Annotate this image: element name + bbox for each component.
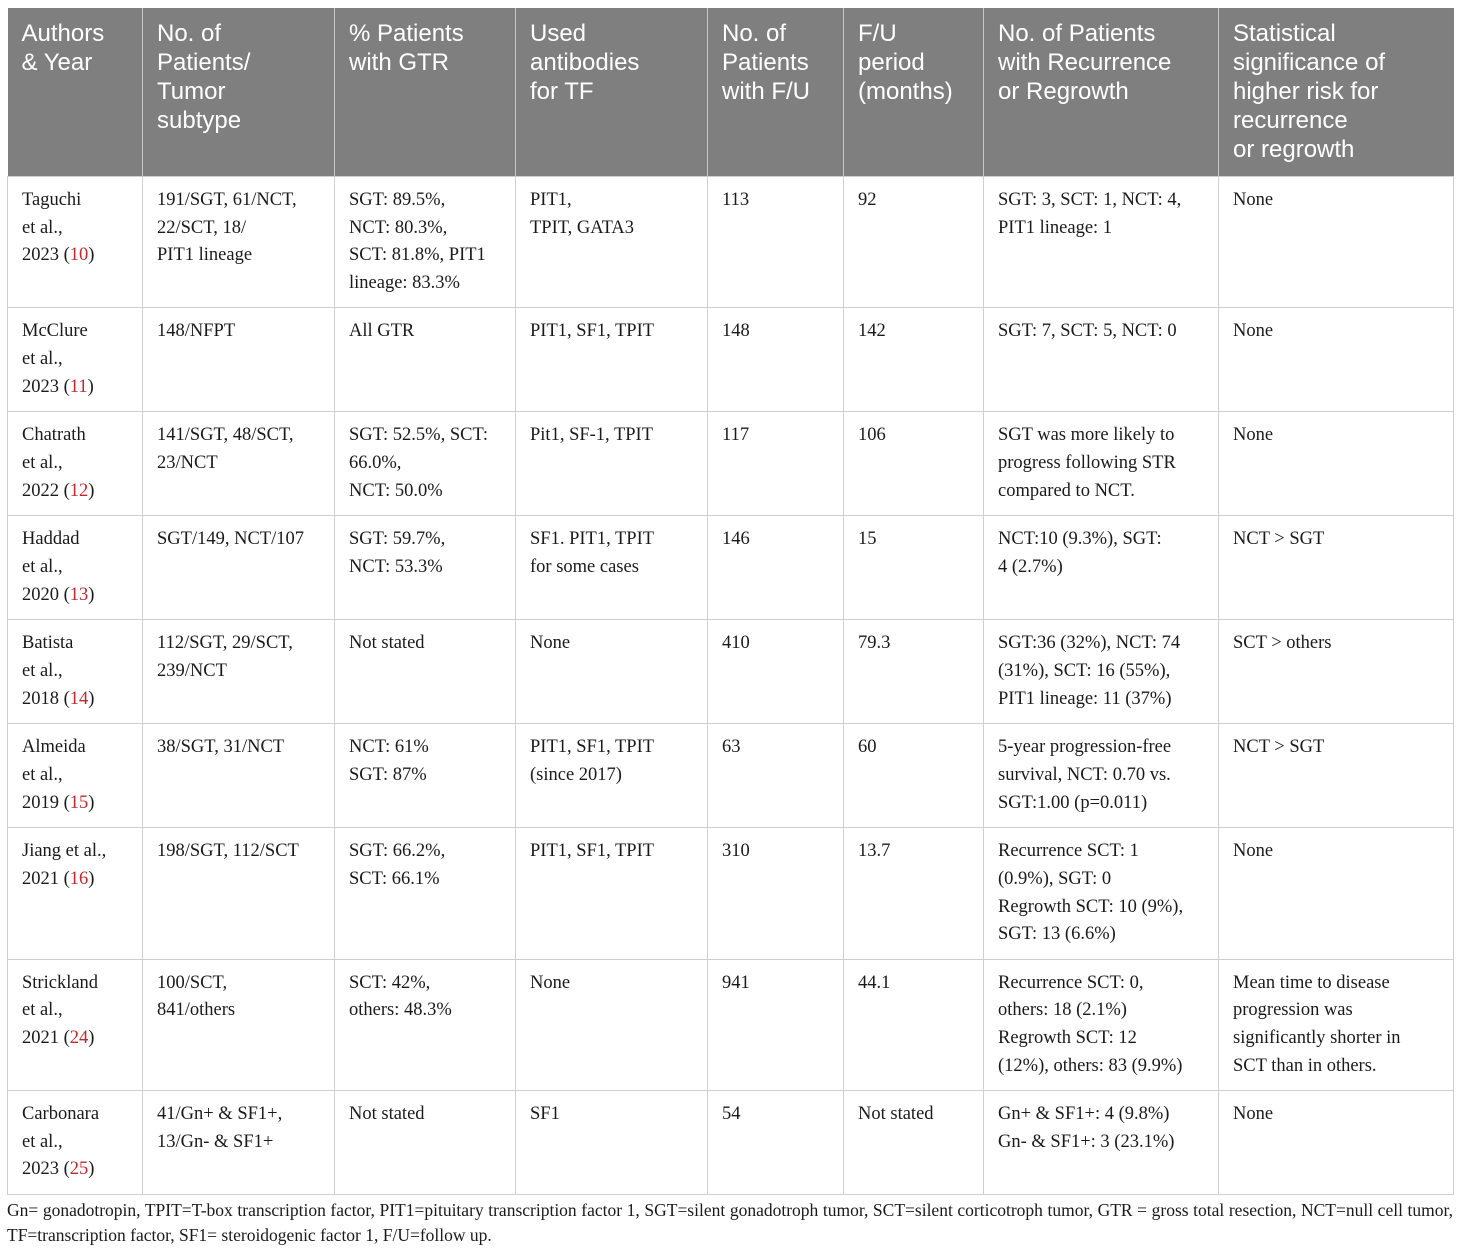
cell-author: Carbonara et al., 2023 (25)	[8, 1091, 143, 1195]
cell-gtr: SCT: 42%, others: 48.3%	[335, 959, 516, 1090]
cell-fu-period: Not stated	[844, 1091, 984, 1195]
cell-recurrence: Recurrence SCT: 0, others: 18 (2.1%) Regrowth SCT: 12 (12%), others: 83 (9.9%)	[984, 959, 1219, 1090]
cell-gtr: NCT: 61% SGT: 87%	[335, 724, 516, 828]
cell-antibodies: PIT1, TPIT, GATA3	[516, 177, 708, 308]
table-footnote: Gn= gonadotropin, TPIT=T-box transcription factor, PIT1=pituitary transcription factor 1, SGT=silent gonadotroph tumor, SCT=silent corticotroph tumor, GTR = gross total resection, NCT=null cell tumor, TF=transcription factor, SF1= steroidogenic factor 1, F/U=follow up.	[7, 1200, 1453, 1245]
cell-fu-patients: 410	[708, 620, 844, 724]
table-row	[8, 308, 1454, 412]
cell-recurrence: 5-year progression-free survival, NCT: 0.70 vs. SGT:1.00 (p=0.011)	[984, 724, 1219, 828]
cell-significance: SCT > others	[1219, 620, 1454, 724]
author-text: Jiang et al., 2021 (	[22, 841, 107, 889]
header-gtr: % Patients with GTR	[335, 8, 516, 177]
cell-author: Almeida et al., 2019 (15)	[8, 724, 143, 828]
table-header-row	[8, 8, 1454, 177]
cell-fu-period: 142	[844, 308, 984, 412]
cell-author: Taguchi et al., 2023 (10)	[8, 177, 143, 308]
cell-patients: 38/SGT, 31/NCT	[143, 724, 335, 828]
table-row	[8, 959, 1454, 1090]
author-text: Carbonara et al., 2023 (	[22, 1104, 100, 1180]
cell-recurrence: SGT was more likely to progress following STR compared to NCT.	[984, 412, 1219, 516]
cell-fu-patients: 113	[708, 177, 844, 308]
reference-link[interactable]: 24	[69, 1027, 89, 1048]
cell-patients: 191/SGT, 61/NCT, 22/SCT, 18/ PIT1 lineage	[143, 177, 335, 308]
reference-link[interactable]: 25	[69, 1159, 89, 1180]
author-text: Strickland et al., 2021 (	[22, 972, 99, 1048]
studies-table-container	[7, 8, 1453, 1195]
cell-significance: None	[1219, 1091, 1454, 1195]
author-text: Haddad et al., 2020 (	[22, 529, 80, 605]
cell-author: McClure et al., 2023 (11)	[8, 308, 143, 412]
cell-antibodies: PIT1, SF1, TPIT	[516, 308, 708, 412]
cell-author: Haddad et al., 2020 (13)	[8, 516, 143, 620]
cell-antibodies: PIT1, SF1, TPIT (since 2017)	[516, 724, 708, 828]
reference-link[interactable]: 15	[69, 792, 89, 813]
table-row	[8, 177, 1454, 308]
reference-link[interactable]: 11	[69, 376, 88, 397]
cell-significance: None	[1219, 308, 1454, 412]
cell-antibodies: SF1	[516, 1091, 708, 1195]
header-authors-year: Authors & Year	[8, 8, 143, 177]
cell-patients: 41/Gn+ & SF1+, 13/Gn- & SF1+	[143, 1091, 335, 1195]
cell-fu-period: 60	[844, 724, 984, 828]
author-text: McClure et al., 2023 (	[22, 321, 88, 397]
header-recurrence: No. of Patients with Recurrence or Regrowth	[984, 8, 1219, 177]
cell-significance: None	[1219, 412, 1454, 516]
cell-fu-patients: 117	[708, 412, 844, 516]
cell-gtr: SGT: 52.5%, SCT: 66.0%, NCT: 50.0%	[335, 412, 516, 516]
cell-gtr: SGT: 59.7%, NCT: 53.3%	[335, 516, 516, 620]
cell-significance: None	[1219, 828, 1454, 959]
cell-recurrence: Recurrence SCT: 1 (0.9%), SGT: 0 Regrowth SCT: 10 (9%), SGT: 13 (6.6%)	[984, 828, 1219, 959]
cell-antibodies: SF1. PIT1, TPIT for some cases	[516, 516, 708, 620]
table-row	[8, 620, 1454, 724]
cell-patients: 141/SGT, 48/SCT, 23/NCT	[143, 412, 335, 516]
cell-antibodies: None	[516, 959, 708, 1090]
cell-patients: 112/SGT, 29/SCT, 239/NCT	[143, 620, 335, 724]
cell-fu-patients: 148	[708, 308, 844, 412]
cell-fu-period: 13.7	[844, 828, 984, 959]
cell-patients: 148/NFPT	[143, 308, 335, 412]
header-fu-patients: No. of Patients with F/U	[708, 8, 844, 177]
cell-antibodies: Pit1, SF-1, TPIT	[516, 412, 708, 516]
header-antibodies: Used antibodies for TF	[516, 8, 708, 177]
cell-fu-patients: 146	[708, 516, 844, 620]
cell-patients: SGT/149, NCT/107	[143, 516, 335, 620]
cell-author: Strickland et al., 2021 (24)	[8, 959, 143, 1090]
cell-significance: NCT > SGT	[1219, 724, 1454, 828]
header-significance: Statistical significance of higher risk for recurrence or regrowth	[1219, 8, 1454, 177]
cell-recurrence: NCT:10 (9.3%), SGT: 4 (2.7%)	[984, 516, 1219, 620]
cell-gtr: All GTR	[335, 308, 516, 412]
cell-gtr: Not stated	[335, 620, 516, 724]
table-row	[8, 1091, 1454, 1195]
author-text: Almeida et al., 2019 (	[22, 737, 86, 813]
cell-antibodies: PIT1, SF1, TPIT	[516, 828, 708, 959]
cell-fu-period: 92	[844, 177, 984, 308]
cell-recurrence: SGT: 7, SCT: 5, NCT: 0	[984, 308, 1219, 412]
header-patients-subtype: No. of Patients/ Tumor subtype	[143, 8, 335, 177]
reference-link[interactable]: 10	[69, 245, 89, 266]
cell-significance: NCT > SGT	[1219, 516, 1454, 620]
table-row	[8, 828, 1454, 959]
reference-link[interactable]: 14	[69, 688, 89, 709]
cell-author: Chatrath et al., 2022 (12)	[8, 412, 143, 516]
cell-recurrence: SGT: 3, SCT: 1, NCT: 4, PIT1 lineage: 1	[984, 177, 1219, 308]
table-row	[8, 724, 1454, 828]
reference-link[interactable]: 16	[69, 868, 89, 889]
header-fu-period: F/U period (months)	[844, 8, 984, 177]
author-text: Taguchi et al., 2023 (	[22, 190, 82, 266]
cell-fu-period: 79.3	[844, 620, 984, 724]
cell-gtr: SGT: 66.2%, SCT: 66.1%	[335, 828, 516, 959]
cell-fu-patients: 63	[708, 724, 844, 828]
cell-gtr: Not stated	[335, 1091, 516, 1195]
cell-patients: 198/SGT, 112/SCT	[143, 828, 335, 959]
cell-fu-period: 15	[844, 516, 984, 620]
cell-author: Batista et al., 2018 (14)	[8, 620, 143, 724]
cell-patients: 100/SCT, 841/others	[143, 959, 335, 1090]
author-text: Chatrath et al., 2022 (	[22, 425, 86, 501]
cell-author: Jiang et al., 2021 (16)	[8, 828, 143, 959]
cell-fu-patients: 54	[708, 1091, 844, 1195]
cell-recurrence: Gn+ & SF1+: 4 (9.8%) Gn- & SF1+: 3 (23.1%)	[984, 1091, 1219, 1195]
table-row	[8, 516, 1454, 620]
cell-fu-patients: 941	[708, 959, 844, 1090]
cell-fu-period: 44.1	[844, 959, 984, 1090]
reference-link[interactable]: 13	[69, 584, 89, 605]
cell-fu-period: 106	[844, 412, 984, 516]
cell-antibodies: None	[516, 620, 708, 724]
cell-fu-patients: 310	[708, 828, 844, 959]
table-row	[8, 412, 1454, 516]
cell-recurrence: SGT:36 (32%), NCT: 74 (31%), SCT: 16 (55%), PIT1 lineage: 11 (37%)	[984, 620, 1219, 724]
reference-link[interactable]: 12	[69, 480, 89, 501]
studies-table	[7, 8, 1454, 1195]
cell-significance: None	[1219, 177, 1454, 308]
cell-gtr: SGT: 89.5%, NCT: 80.3%, SCT: 81.8%, PIT1 lineage: 83.3%	[335, 177, 516, 308]
author-text: Batista et al., 2018 (	[22, 633, 74, 709]
cell-significance: Mean time to disease progression was significantly shorter in SCT than in others.	[1219, 959, 1454, 1090]
